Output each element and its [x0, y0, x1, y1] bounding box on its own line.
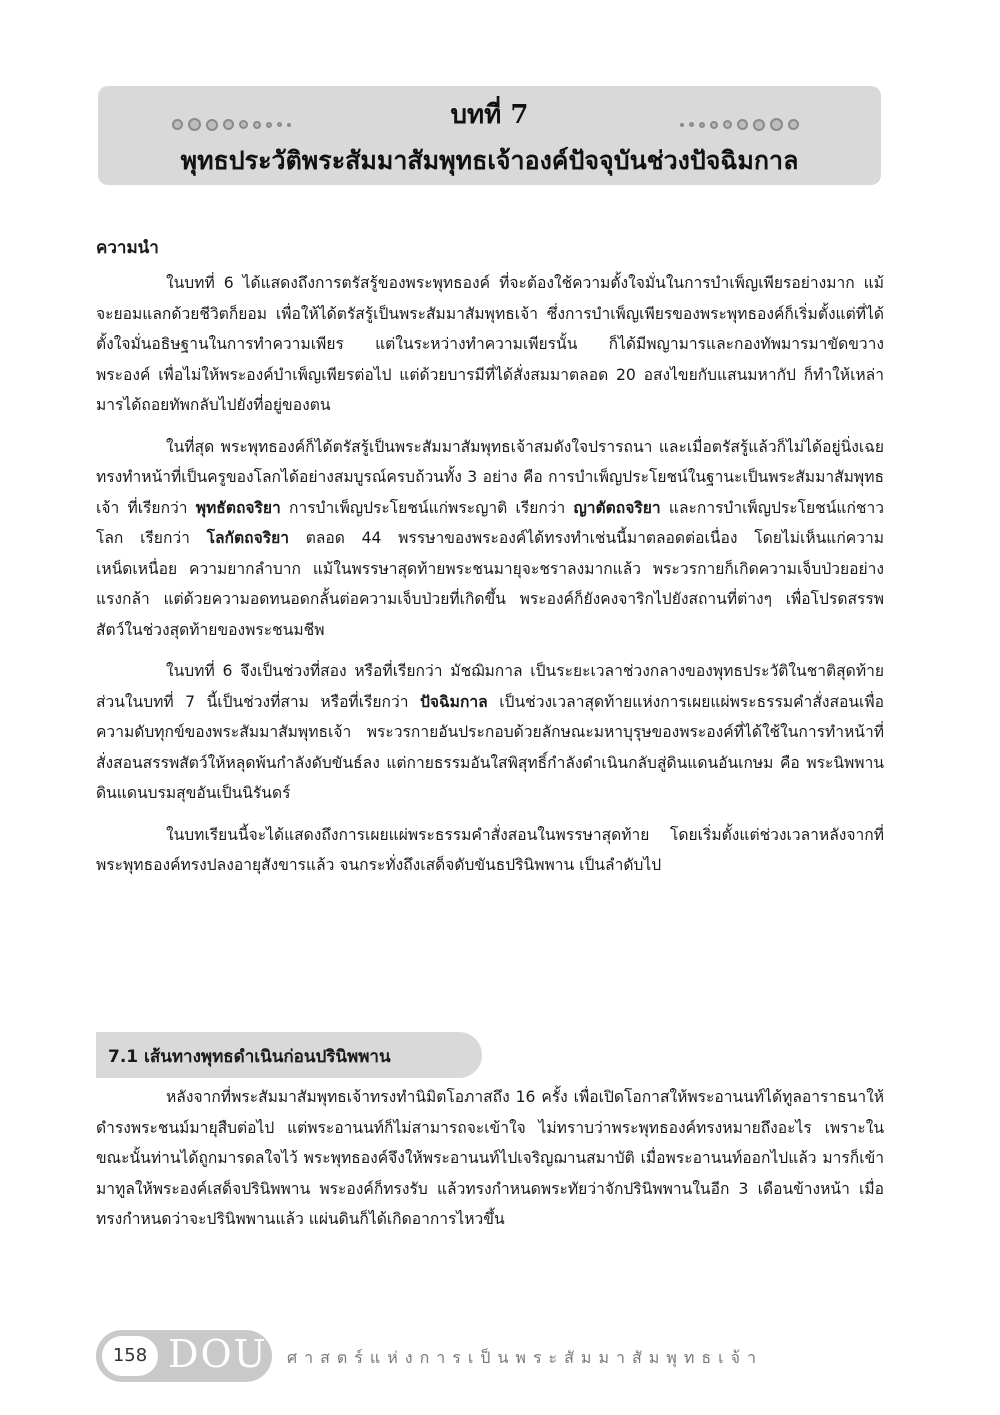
dot-icon [770, 118, 783, 131]
text-run: การบำเพ็ญประโยชน์แก่พระญาติ เรียกว่า [280, 498, 574, 517]
section-paragraph-1: หลังจากที่พระสัมมาสัมพุทธเจ้าทรงทำนิมิตโอภาสถึง 16 ครั้ง เพื่อเปิดโอกาสให้พระอานนท์ได้ทูลอาราธนาให้ดำรงพระชนม์มายุสืบต่อไป แต่พระอานนท์ก็ไม่สามารถจะเข้าใจ ไม่ทราบว่าพระพุทธองค์ทรงหมายถึงอะไร เพราะในขณะนั้นท่านได้ถูกมารดลใจไว้ พระพุทธองค์จึงให้พระอานนท์ไปเจริญฌานสมาบัติ เมื่อพระอานนท์ออกไปแล้ว มารก็เข้ามาทูลให้พระองค์เสด็จปรินิพพาน พระองค์ก็ทรงรับ แล้วทรงกำหนดพระทัยว่าจักปรินิพพานในอีก 3 เดือนข้างหน้า เมื่อทรงกำหนดว่าจะปรินิพพานแล้ว แผ่นดินก็ได้เกิดอาการไหวขึ้น [96, 1088, 884, 1228]
text-run: เป็นช่วงเวลาสุดท้ายแห่งการเผยแผ่พระธรรมคำสั่งสอนเพื่อความดับทุกข์ของพระสัมมาสัมพุทธเจ้า พระวรกายอันประกอบด้วยลักษณะมหาบุรุษของพระองค์ที่ได้ใช้ในการทำหน้าที่สั่งสอนสรรพสัตว์ให้หลุดพ้นกำลังดับขันธ์ลง แต่กายธรรมอันใสพิสุทธิ์กำลังดำเนินกลับสู่ดินแดนอันเกษม คือ พระนิพพาน ดินแดนบรมสุขอันเป็นนิรันดร์ [96, 692, 884, 802]
text-run: ในที่สุด พระพุทธองค์ก็ได้ตรัสรู้เป็นพระสัมมาสัมพุทธเจ้าสมดังใจปรารถนา และเมื่อตรัสรู้แล้วก็ไม่ได้อยู่นิ่งเฉย ทรงทำหน้าที่เป็นครูของโลกได้อย่างสมบูรณ์ครบถ้วนทั้ง 3 อย่าง คือ การบำเพ็ญประโยชน์ในฐานะเป็นพระสัมมาสัมพุทธเจ้า ที่เรียกว่า [96, 437, 884, 517]
dot-icon [788, 119, 799, 130]
decorative-dots-left [172, 118, 291, 131]
term-buddhattha-cariya: พุทธัตถจริยา [195, 498, 281, 517]
section-title: 7.1 เส้นทางพุทธดำเนินก่อนปรินิพพาน [108, 1047, 391, 1067]
dot-icon [239, 120, 248, 129]
dot-icon [277, 122, 282, 127]
dot-icon [253, 121, 261, 129]
text-run: ตลอด 44 พรรษาของพระองค์ได้ทรงทำเช่นนี้มาตลอดต่อเนื่อง โดยไม่เห็นแก่ความเหน็ดเหนื่อย ความยากลำบาก แม้ในพรรษาสุดท้ายพระชนมายุจะชราลงมากแล้ว พระวรกายก็เกิดความเจ็บป่วยอย่างแรงกล้า แต่ด้วยความอดทนอดกลั้นต่อความเจ็บป่วยที่เกิดขึ้น พระองค์ก็ยังคงจาริกไปยังสถานที่ต่างๆ เพื่อโปรดสรรพสัตว์ในช่วงสุดท้ายของพระชนมชีพ [96, 529, 884, 639]
chapter-header [98, 86, 881, 185]
term-pacchima-kala: ปัจฉิมกาล [420, 692, 488, 711]
intro-heading: ความนำ [96, 238, 159, 258]
book-title: ศาสตร์แห่งการเป็นพระสัมมาสัมพุทธเจ้า [287, 1348, 763, 1367]
dot-icon [223, 119, 234, 130]
dou-logo: DOU [168, 1332, 268, 1376]
decorative-dots-right [680, 118, 799, 131]
text-run: ในบทที่ 6 จึงเป็นช่วงที่สอง หรือที่เรียกว่า มัชฌิมกาล เป็นระยะเวลาช่วงกลางของพุทธประวัติในชาติสุดท้าย ส่วนในบทที่ 7 นี้เป็นช่วงที่สาม หรือที่เรียกว่า [96, 662, 884, 711]
section-body [96, 1082, 884, 1246]
dot-icon [710, 121, 718, 129]
dot-icon [188, 118, 201, 131]
term-natattha-cariya: ญาตัตถจริยา [573, 498, 661, 517]
term-lokattha-cariya: โลกัตถจริยา [206, 529, 289, 547]
chapter-title: พุทธประวัติพระสัมมาสัมพุทธเจ้าองค์ปัจจุบันช่วงปัจฉิมกาล [180, 146, 799, 175]
page-number: 158 [102, 1336, 158, 1376]
dot-icon [723, 120, 732, 129]
chapter-number: บทที่ 7 [450, 100, 529, 130]
section-header [96, 1032, 482, 1078]
intro-paragraph-4: ในบทเรียนนี้จะได้แสดงถึงการเผยแผ่พระธรรมคำสั่งสอนในพรรษาสุดท้าย โดยเริ่มตั้งแต่ช่วงเวลาหลังจากที่พระพุทธองค์ทรงปลงอายุสังขารแล้ว จนกระทั่งถึงเสด็จดับขันธปรินิพพาน เป็นลำดับไป [96, 825, 884, 874]
dot-icon [689, 122, 694, 127]
footer-badge [96, 1330, 272, 1382]
intro-paragraph-2 [96, 432, 884, 646]
dot-icon [753, 119, 765, 131]
intro-body [96, 268, 884, 892]
dot-icon [699, 122, 705, 128]
intro-paragraph-3 [96, 656, 884, 809]
dot-icon [287, 123, 291, 127]
dot-icon [680, 123, 684, 127]
text-run: และการบำเพ็ญประโยชน์แก่ชาวโลก เรียกว่า [96, 498, 884, 547]
dot-icon [737, 119, 748, 130]
dot-icon [266, 122, 272, 128]
dot-icon [206, 119, 218, 131]
dot-icon [172, 119, 183, 130]
intro-paragraph-1: ในบทที่ 6 ได้แสดงถึงการตรัสรู้ของพระพุทธองค์ ที่จะต้องใช้ความตั้งใจมั่นในการบำเพ็ญเพียรอย่างมาก แม้จะยอมแลกด้วยชีวิตก็ยอม เพื่อให้ได้ตรัสรู้เป็นพระสัมมาสัมพุทธเจ้า ซึ่งการบำเพ็ญเพียรของพระพุทธองค์ก็เริ่มตั้งแต่ที่ได้ตั้งใจมั่นอธิษฐานในการทำความเพียร แต่ในระหว่างทำความเพียรนั้น ก็ได้มีพญามารและกองทัพมารมาขัดขวางพระองค์ เพื่อไม่ให้พระองค์บำเพ็ญเพียรต่อไป แต่ด้วยบารมีที่ได้สั่งสมมาตลอด 20 อสงไขยกับแสนมหากัป ก็ทำให้เหล่ามารได้ถอยทัพกลับไปยังที่อยู่ของตน [96, 274, 884, 414]
